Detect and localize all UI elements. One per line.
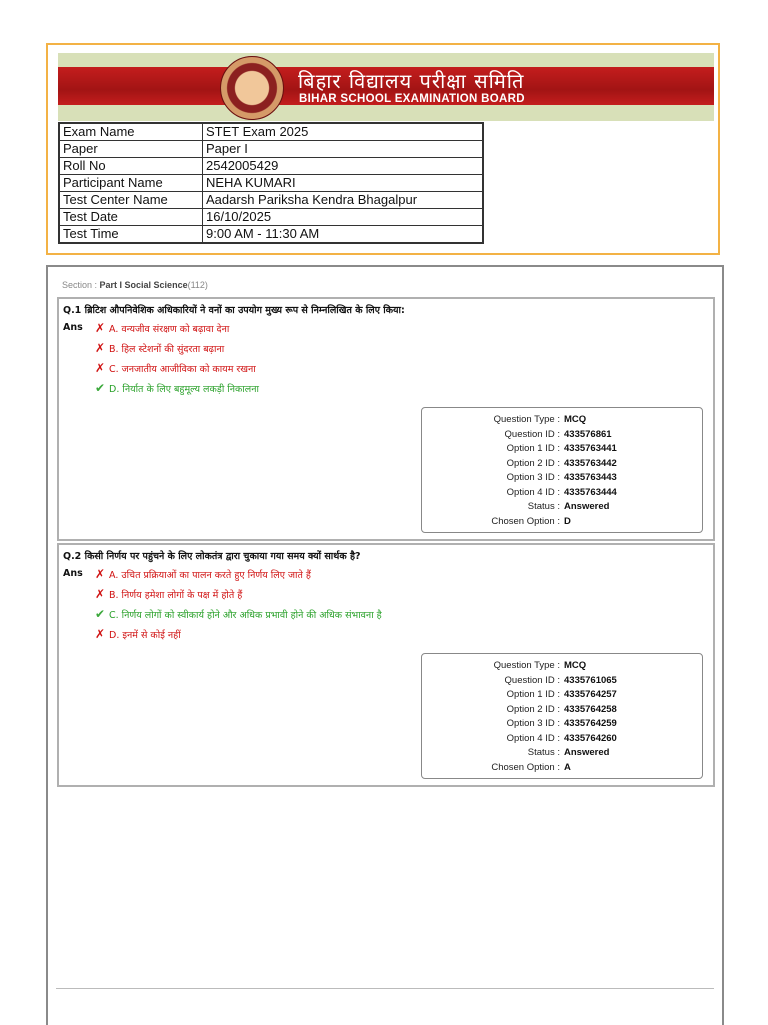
- option-item: [93, 627, 181, 641]
- answer-label: Ans: [63, 322, 83, 333]
- meta-label: Question Type :: [493, 414, 560, 425]
- option-item: [93, 321, 229, 335]
- info-value: NEHA KUMARI: [203, 175, 484, 192]
- board-name-english: BIHAR SCHOOL EXAMINATION BOARD: [299, 93, 525, 105]
- meta-label: Option 1 ID :: [506, 443, 560, 454]
- meta-label: Chosen Option :: [491, 515, 560, 527]
- meta-label: Status :: [527, 501, 560, 512]
- table-row: [59, 141, 483, 158]
- meta-label: Option 3 ID :: [506, 718, 560, 729]
- cross-icon: ✗: [94, 627, 106, 641]
- meta-value: 4335763442: [564, 457, 617, 469]
- page-divider: [56, 988, 714, 989]
- meta-value: 4335761065: [564, 674, 617, 686]
- table-row: [59, 226, 483, 244]
- option-item: [93, 341, 224, 355]
- option-text: A. वन्यजीव संरक्षण को बढ़ावा देना: [109, 323, 230, 335]
- meta-label: Option 4 ID :: [506, 732, 560, 744]
- meta-label: Option 3 ID :: [506, 472, 560, 483]
- option-text: C. जनजातीय आजीविका को कायम रखना: [109, 363, 256, 375]
- section-panel: [46, 265, 724, 1025]
- meta-value: 4335764260: [564, 732, 617, 744]
- info-label: Participant Name: [59, 175, 203, 192]
- cross-icon: ✗: [94, 341, 106, 355]
- info-label: Paper: [59, 141, 203, 158]
- table-row: [59, 123, 483, 141]
- cross-icon: ✗: [94, 321, 106, 335]
- question-card: [57, 543, 715, 787]
- question-card: [57, 297, 715, 541]
- section-prefix: Section :: [62, 280, 100, 290]
- info-value: 2542005429: [203, 158, 484, 175]
- table-row: [59, 175, 483, 192]
- meta-value: MCQ: [564, 414, 587, 425]
- exam-info-table: [58, 122, 484, 244]
- meta-value: 4335763443: [564, 472, 617, 483]
- meta-label: Question ID :: [504, 674, 560, 686]
- option-item: [93, 361, 256, 375]
- meta-value: 4335763444: [564, 486, 617, 498]
- option-item: [93, 381, 259, 395]
- meta-value: A: [564, 761, 571, 773]
- option-text: C. निर्णय लोगों को स्वीकार्य होने और अधिक प्रभावी होने की अधिक संभावना है: [109, 609, 382, 621]
- option-text: B. निर्णय हमेशा लोगों के पक्ष में होते हैं: [109, 589, 243, 601]
- option-item: [93, 567, 311, 581]
- meta-label: Option 2 ID :: [506, 703, 560, 715]
- info-value: Paper I: [203, 141, 484, 158]
- banner-stripe-top: [58, 53, 714, 67]
- option-text: D. इनमें से कोई नहीं: [109, 629, 181, 641]
- meta-label: Chosen Option :: [491, 761, 560, 773]
- board-seal-logo: [220, 56, 284, 120]
- meta-value: 4335764258: [564, 703, 617, 715]
- info-value: 9:00 AM - 11:30 AM: [203, 226, 484, 244]
- option-item: [93, 607, 382, 621]
- info-label: Test Time: [59, 226, 203, 244]
- question-title: Q.1 ब्रिटिश औपनिवेशिक अधिकारियों ने वनों का उपयोग मुख्य रूप से निम्नलिखित के लिए किया:: [63, 305, 405, 316]
- meta-label: Question ID :: [504, 428, 560, 440]
- option-item: [93, 587, 242, 601]
- check-icon: ✔: [94, 381, 106, 395]
- table-row: [59, 209, 483, 226]
- option-text: D. निर्यात के लिए बहुमूल्य लकड़ी निकालना: [109, 383, 259, 395]
- option-text: A. उचित प्रक्रियाओं का पालन करते हुए निर्णय लिए जाते हैं: [109, 569, 311, 581]
- info-value: STET Exam 2025: [203, 123, 484, 141]
- meta-value: MCQ: [564, 660, 587, 671]
- meta-value: 4335764257: [564, 689, 617, 700]
- info-value: Aadarsh Pariksha Kendra Bhagalpur: [203, 192, 484, 209]
- question-meta-box: [421, 653, 703, 779]
- check-icon: ✔: [94, 607, 106, 621]
- section-label: [62, 280, 208, 290]
- info-value: 16/10/2025: [203, 209, 484, 226]
- question-meta-box: [421, 407, 703, 533]
- board-banner: [58, 53, 714, 121]
- board-name-hindi: बिहार विद्यालय परीक्षा समिति: [298, 69, 525, 93]
- meta-value: Answered: [564, 501, 610, 512]
- question-title: Q.2 किसी निर्णय पर पहुंचने के लिए लोकतंत्र द्वारा चुकाया गया समय क्यों सार्थक है?: [63, 551, 361, 562]
- banner-stripe-bottom: [58, 105, 714, 121]
- cross-icon: ✗: [94, 361, 106, 375]
- info-label: Exam Name: [59, 123, 203, 141]
- exam-header: [46, 43, 720, 255]
- meta-value: 4335763441: [564, 443, 617, 454]
- meta-value: 433576861: [564, 428, 612, 440]
- meta-label: Option 4 ID :: [506, 486, 560, 498]
- meta-label: Question Type :: [493, 660, 560, 671]
- cross-icon: ✗: [94, 567, 106, 581]
- cross-icon: ✗: [94, 587, 106, 601]
- meta-label: Status :: [527, 747, 560, 758]
- meta-value: D: [564, 515, 571, 527]
- meta-value: 4335764259: [564, 718, 617, 729]
- meta-value: Answered: [564, 747, 610, 758]
- answer-label: Ans: [63, 568, 83, 579]
- section-name: Part I Social Science: [99, 280, 188, 290]
- info-label: Test Center Name: [59, 192, 203, 209]
- meta-label: Option 2 ID :: [506, 457, 560, 469]
- table-row: [59, 158, 483, 175]
- meta-label: Option 1 ID :: [506, 689, 560, 700]
- table-row: [59, 192, 483, 209]
- info-label: Test Date: [59, 209, 203, 226]
- option-text: B. हिल स्टेशनों की सुंदरता बढ़ाना: [109, 343, 225, 355]
- info-label: Roll No: [59, 158, 203, 175]
- section-count: (112): [187, 280, 208, 290]
